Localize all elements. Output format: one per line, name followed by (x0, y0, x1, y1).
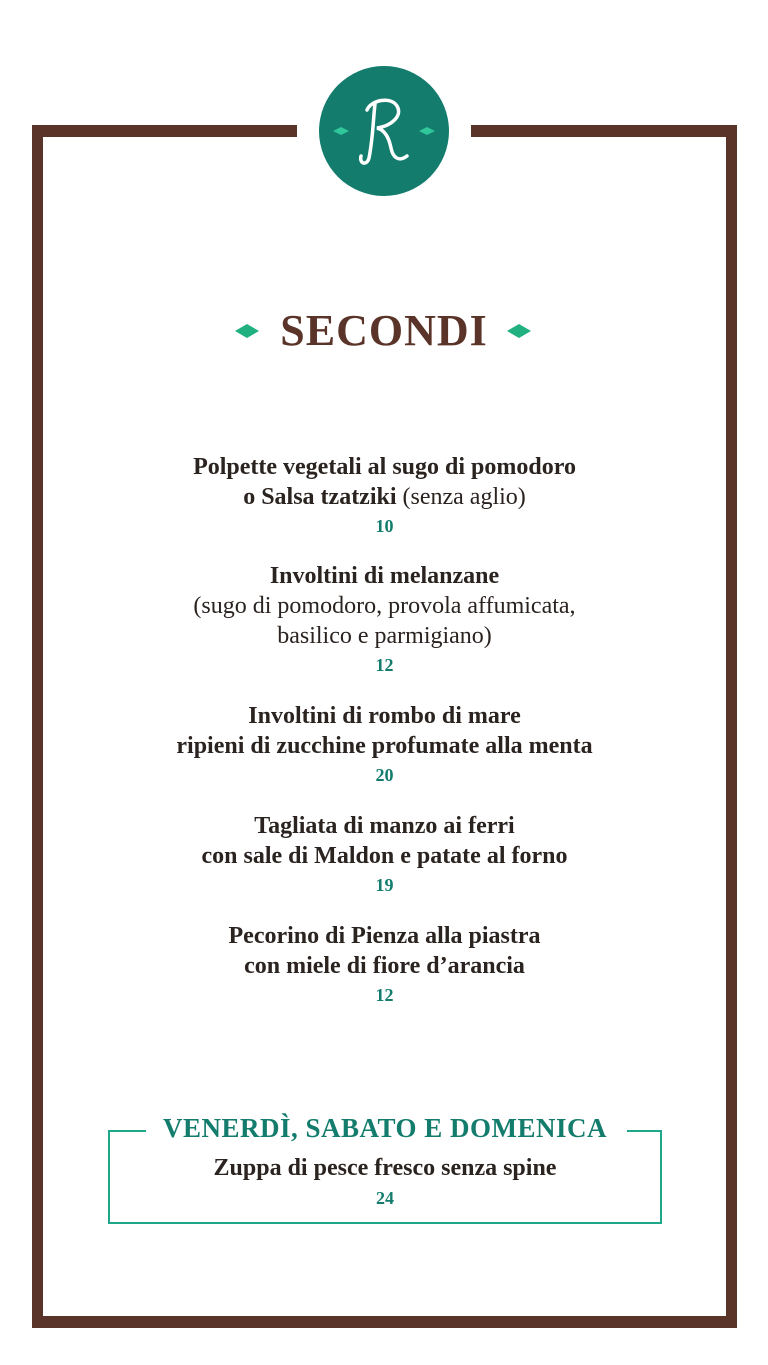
section-title: SECONDI (280, 306, 488, 355)
item-price: 12 (375, 985, 394, 1005)
menu-item (43, 921, 726, 1009)
special-dish: Zuppa di pesce fresco senza spine (213, 1155, 557, 1181)
menu-item (43, 561, 726, 679)
menu-items (43, 452, 726, 1030)
item-name: Involtini di rombo di mare (248, 703, 521, 729)
item-description-cont: basilico e parmigiano) (277, 623, 492, 649)
item-description-bold: o Salsa tzatziki (243, 484, 397, 510)
item-description (43, 482, 726, 512)
item-name: Pecorino di Pienza alla piastra (228, 923, 541, 949)
special-title: VENERDÌ, SABATO E DOMENICA (162, 1113, 608, 1143)
menu-item (43, 701, 726, 789)
item-price: 19 (375, 875, 394, 895)
item-price: 20 (375, 765, 394, 785)
menu-item (43, 811, 726, 899)
logo-monogram-icon (319, 66, 449, 196)
item-description: con sale di Maldon e patate al forno (201, 843, 568, 869)
item-description: ripieni di zucchine profumate alla menta (176, 733, 593, 759)
item-name: Polpette vegetali al sugo di pomodoro (193, 454, 576, 480)
frame-bottom (32, 1316, 737, 1328)
item-description: con miele di fiore d’arancia (244, 953, 525, 979)
heading-right-diamond-icon (507, 324, 531, 338)
item-price: 10 (375, 516, 394, 536)
menu-item (43, 452, 726, 540)
item-name: Tagliata di manzo ai ferri (254, 813, 515, 839)
frame-top-right (471, 125, 737, 137)
item-description: (sugo di pomodoro, provola affumicata, (193, 593, 576, 619)
item-description-note: (senza aglio) (396, 484, 526, 510)
restaurant-logo (319, 66, 449, 196)
frame-top-left (32, 125, 297, 137)
special-price: 24 (376, 1188, 394, 1208)
item-name: Involtini di melanzane (269, 563, 500, 589)
item-price: 12 (375, 655, 394, 675)
